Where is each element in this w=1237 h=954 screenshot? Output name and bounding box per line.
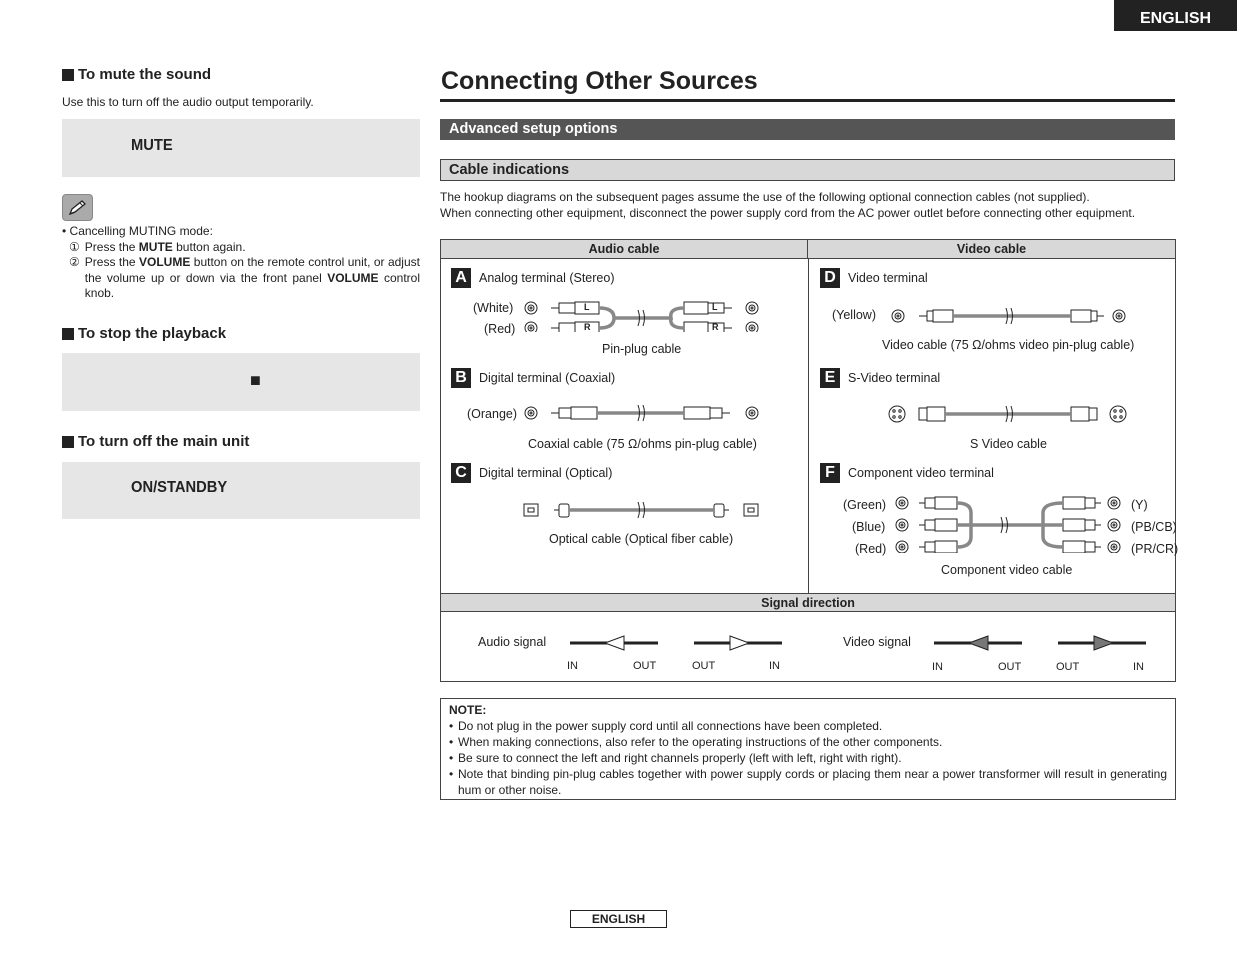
- label-c: C: [451, 463, 471, 483]
- mute-button-label: MUTE: [131, 137, 173, 154]
- audio-cable-header: Audio cable: [441, 240, 808, 259]
- coaxial-cable-diagram: [521, 402, 761, 424]
- component-cable-diagram: [893, 493, 1125, 553]
- plug-r-label-left: R: [584, 322, 591, 332]
- intro-text: The hookup diagrams on the subsequent pages assume the use of the following optional connection cables (not supplied). When connecting other equipment, disconnect the power supply cord from the AC power outlet before connecting other equipment.: [440, 190, 1136, 220]
- video-in-label-2: IN: [1133, 661, 1144, 673]
- video-in-label-1: IN: [932, 661, 943, 673]
- footer-language-tab: ENGLISH: [570, 910, 667, 928]
- component-cable-label: Component video cable: [941, 563, 1073, 577]
- audio-out-label-2: OUT: [692, 660, 716, 672]
- coaxial-terminal-title: Digital terminal (Coaxial): [479, 371, 616, 385]
- video-cable-label: Video cable (75 Ω/ohms video pin-plug cable): [882, 338, 1135, 352]
- plug-l-label-right: L: [712, 302, 718, 312]
- video-terminal-title: Video terminal: [848, 271, 928, 285]
- component-terminal-title: Component video terminal: [848, 466, 994, 480]
- mute-description: Use this to turn off the audio output temporarily.: [62, 95, 314, 109]
- standby-heading: To turn off the main unit: [62, 433, 249, 450]
- analog-terminal-title: Analog terminal (Stereo): [479, 271, 615, 285]
- note-box: [440, 698, 1176, 800]
- optical-cable-label: Optical cable (Optical fiber cable): [549, 532, 734, 546]
- language-tab: ENGLISH: [1114, 0, 1237, 31]
- plug-l-label-left: L: [584, 302, 590, 312]
- section-bar-cable: Cable indications: [440, 159, 1175, 181]
- column-divider: [808, 259, 809, 593]
- title-rule: [440, 99, 1175, 102]
- white-label: (White): [473, 301, 514, 315]
- note-text: • Cancelling MUTING mode: ① Press the MUTE button again. ② Press the VOLUME button on the remote control unit, or adjust the volume up or down via the front panel VOLUME control knob.: [62, 224, 420, 300]
- y-label: (Y): [1131, 498, 1148, 512]
- plug-r-label-right: R: [712, 322, 719, 332]
- optical-cable-diagram: [521, 500, 761, 522]
- coaxial-cable-label: Coaxial cable (75 Ω/ohms pin-plug cable): [528, 437, 757, 451]
- pin-plug-cable-diagram: [521, 298, 761, 332]
- svideo-terminal-title: S-Video terminal: [848, 371, 941, 385]
- orange-label: (Orange): [467, 407, 518, 421]
- audio-signal-label: Audio signal: [478, 635, 547, 649]
- square-bullet-icon: [62, 436, 74, 448]
- label-d: D: [820, 268, 840, 288]
- svideo-cable-label: S Video cable: [970, 437, 1047, 451]
- note-title: NOTE:: [449, 703, 487, 717]
- pencil-note-icon: [62, 194, 93, 221]
- video-cable-header: Video cable: [808, 240, 1175, 259]
- audio-signal-arrows: [569, 633, 784, 653]
- audio-out-label-1: OUT: [633, 660, 657, 672]
- pin-plug-cable-label: Pin-plug cable: [602, 342, 682, 356]
- mute-heading: To mute the sound: [62, 66, 211, 83]
- note-item: • Be sure to connect the left and right channels properly (left with left, right with right).: [449, 751, 902, 765]
- cable-table: [440, 239, 1179, 682]
- red-label: (Red): [484, 322, 516, 336]
- note-item: • When making connections, also refer to the operating instructions of the other components.: [449, 735, 943, 749]
- svideo-cable-diagram: [886, 403, 1131, 425]
- green-label: (Green): [843, 498, 887, 512]
- audio-in-label-2: IN: [769, 660, 780, 672]
- video-cable-diagram: [889, 305, 1129, 327]
- signal-direction-header: Signal direction: [441, 593, 1175, 612]
- stop-heading: To stop the playback: [62, 325, 226, 342]
- pr-label: (PR/CR): [1131, 542, 1179, 556]
- blue-label: (Blue): [852, 520, 886, 534]
- page-title: Connecting Other Sources: [441, 67, 758, 95]
- square-bullet-icon: [62, 328, 74, 340]
- video-out-label-1: OUT: [998, 661, 1022, 673]
- label-f: F: [820, 463, 840, 483]
- component-red-label: (Red): [855, 542, 887, 556]
- section-bar-advanced: Advanced setup options: [440, 119, 1175, 140]
- optical-terminal-title: Digital terminal (Optical): [479, 466, 613, 480]
- note-item: • Do not plug in the power supply cord until all connections have been completed.: [449, 719, 883, 733]
- video-signal-label: Video signal: [843, 635, 911, 649]
- label-e: E: [820, 368, 840, 388]
- video-signal-arrows: [933, 633, 1148, 653]
- mute-button-box: [62, 119, 420, 177]
- yellow-label: (Yellow): [832, 308, 877, 322]
- video-out-label-2: OUT: [1056, 661, 1080, 673]
- stop-button-glyph: ■: [250, 370, 261, 390]
- note-item: • Note that binding pin-plug cables together with power supply cords or placing them near a power transformer will result in generating hum or other noise.: [449, 767, 1167, 797]
- square-bullet-icon: [62, 69, 74, 81]
- label-b: B: [451, 368, 471, 388]
- standby-button-label: ON/STANDBY: [131, 479, 228, 496]
- stop-button-box: [62, 353, 420, 411]
- audio-in-label-1: IN: [567, 660, 578, 672]
- label-a: A: [451, 268, 471, 288]
- standby-button-box: [62, 462, 420, 519]
- pb-label: (PB/CB): [1131, 520, 1177, 534]
